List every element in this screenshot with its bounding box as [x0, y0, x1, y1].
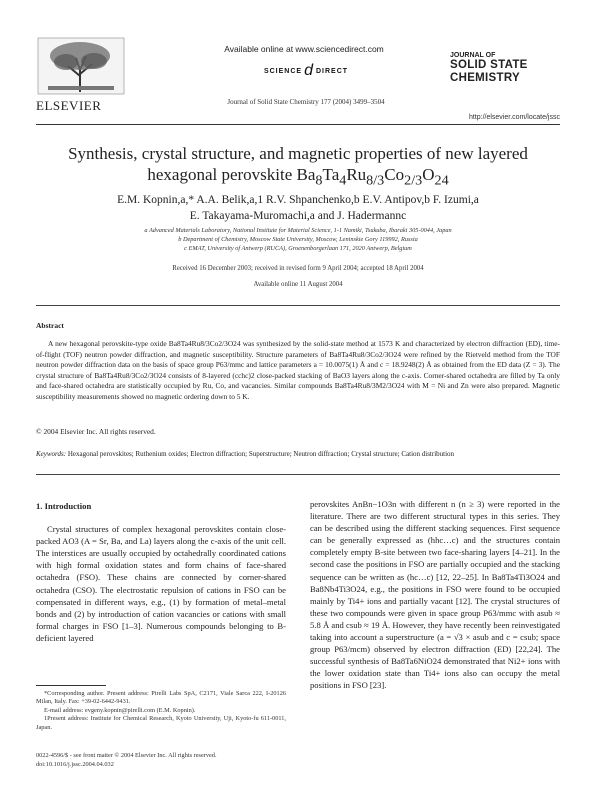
title-line-2: hexagonal perovskite $Ba_8Ta_4Ru_{8/3}Co_{2/3}O_{24}$: [147, 165, 449, 189]
authors-line-1: E.M. Kopnin,a,* A.A. Belik,a,1 R.V. Shpanchenko,b E.V. Antipov,b F. Izumi,a: [117, 194, 479, 206]
footer-issn: 0022-4596/$ - see front matter © 2004 Elsevier Inc. All rights reserved.: [36, 752, 217, 759]
affiliation-c: c EMAT, University of Antwerp (RUCA), Groenenborgerlaan 171, 2020 Antwerp, Belgium: [184, 245, 412, 252]
abstract-text: A new hexagonal perovskite-type oxide Ba8Ta4Ru8/3Co2/3O24 was synthesized by the solid-state method at 1573 K and characterized by electron diffraction (ED), time-of-flight (TOF) neutron powder diffraction, and magnetic susceptibility. Structure parameters of Ba8Ta4Ru8/3Co2/3O24 were refined by the Rietveld method from the TOF neutron powder diffraction data on the basis of space group P63/mmc and lattice parameters a = 10.0075(1) Å and c = 18.9248(2) Å as obtained from the ED data (Z = 3). The crystal structure of Ba8Ta4Ru8/3Co2/3O24 consists of 8-layered (cchc)2 close-packed stacking of BaO3 layers along the c-axis. Corner-shared octahedra are filled by Ta only and face-shared octahedra are statistically occupied by Ru, Co, and vacancies. Similar compounds Ba8Ta4Ru8/3M2/3O24 with M = Ni and Zn were also prepared. Magnetic susceptibility measurements showed no magnetic ordering down to 5 K.: [36, 339, 560, 401]
available-online-text: Available online at www.sciencedirect.com: [224, 44, 384, 54]
intro-paragraph-right: perovskites AnBn−1O3n with different n (n ≥ 3) were reported in the literature. There are two different structural types in this series. They can be described using the different stacking sequences. First sequence can be generally expressed as (hhc…c) and the structures contain completely empty B-site between two face-sharing layers [4–21]. In the second case the positions in FSO are partially occupied and the stacking sequence can be written as (hc…c) [12, 22–25]. In Ba8Ta4Ti3O24 and Ba8Nb4Ti3O24, e.g., the positions in FSO were found to be occupied mainly by Ti4+ ions and partially vacant [12]. The crystal structures of these two compounds were given in space group P63/mmc with asub ≈ 5.8 Å and csub ≈ 19 Å. However, they have recently been reinvestigated taking into account a superstructure (a = √3 × asub and c = csub; space group P63/mcm) observed by electron diffraction (ED) [22,24]. The successful synthesis of Ba8Ta6NiO24 demonstrated that Ni2+ ions with the lower oxidation state than Ti4+ ions also can occupy the metal positions in FSO [23].: [310, 499, 560, 691]
keywords-label: Keywords:: [36, 450, 67, 458]
title-line-1: Synthesis, crystal structure, and magnetic properties of new layered: [68, 144, 528, 163]
footer-doi[interactable]: doi:10.1016/j.jssc.2004.04.032: [36, 760, 114, 768]
left-column: [36, 500, 286, 644]
abstract-copyright: © 2004 Elsevier Inc. All rights reserved.: [36, 427, 156, 436]
keywords: [36, 449, 560, 459]
online-date: Available online 11 August 2004: [253, 281, 343, 288]
publisher-name: ELSEVIER: [36, 98, 102, 113]
header-divider: [36, 124, 560, 125]
received-dates: Received 16 December 2003; received in revised form 9 April 2004; accepted 18 April 2004: [172, 265, 424, 272]
affiliations: [36, 226, 560, 253]
page-footer: [36, 752, 286, 769]
journal-brand-line2: CHEMISTRY: [450, 72, 520, 84]
footnote-corresponding: *Corresponding author. Present address: Pirelli Labs SpA, C2171, Viale Sarca 222, I-20126 Milan, Italy. Fax: +39-02-6442-9431.: [36, 690, 286, 706]
journal-url-link[interactable]: http://elsevier.com/locate/jssc: [468, 114, 560, 121]
footnote-divider: [36, 685, 106, 686]
sd-logo-at-icon: d: [304, 62, 314, 79]
sd-logo-left: SCIENCE: [263, 67, 303, 75]
authors-line-2: E. Takayama-Muromachi,a and J. Hadermannc: [189, 210, 407, 222]
footnotes: [36, 690, 286, 732]
author-list: [36, 192, 560, 224]
sd-logo-right: DIRECT: [315, 67, 349, 75]
journal-brand-small: JOURNAL OF: [450, 52, 496, 59]
abstract-bottom-rule: [36, 474, 560, 475]
journal-header: [36, 36, 560, 122]
affiliation-a: a Advanced Materials Laboratory, National Institute for Material Science, 1-1 Namiki, Tsukuba, Ibaraki 305-0044, Japan: [144, 227, 452, 234]
abstract-top-rule: [36, 305, 560, 306]
footnote-email[interactable]: E-mail address: evgeny.kopnin@pirelli.com (E.M. Kopnin).: [44, 706, 196, 714]
right-column: [310, 498, 560, 692]
intro-paragraph-left: Crystal structures of complex hexagonal perovskites contain close-packed AO3 (A = Sr, Ba, and La) layers along the c-axis of the unit cell. The interstices are usually occupied by octahedrally coordinated cations with high formal oxidation states and form chains of face-shared octahedra (FSO). These chains are connected by corner-shared octahedra (CSO). The electrostatic repulsion of cations in FSO can be compensated in different ways, e.g., (1) by formation of metal–metal bonds and (2) by introduction of cation vacancies or cations with small formal charges in FSO [1–3]. Numerous compounds belonging to B-deficient layered: [36, 524, 286, 643]
keywords-list: Hexagonal perovskites; Ruthenium oxides; Electron diffraction; Superstructure; Neutron diffraction; Crystal structure; Cation distribution: [67, 450, 455, 458]
section-heading-introduction: 1. Introduction: [36, 501, 92, 511]
journal-brand-line1: SOLID STATE: [450, 59, 528, 71]
sciencedirect-logo: [226, 62, 386, 80]
affiliation-b: b Department of Chemistry, Moscow State University, Moscow, Leninskie Gory 119992, Russia: [178, 236, 418, 243]
abstract-heading: Abstract: [36, 321, 64, 330]
footnote-present-address: 1Present address: Institute for Chemical Research, Kyoto University, Uji, Kyoto-fu 611-0011, Japan.: [36, 715, 286, 731]
journal-reference: Journal of Solid State Chemistry 177 (2004) 3499–3504: [227, 98, 385, 106]
journal-brand: [450, 52, 560, 85]
article-title: [36, 143, 560, 191]
